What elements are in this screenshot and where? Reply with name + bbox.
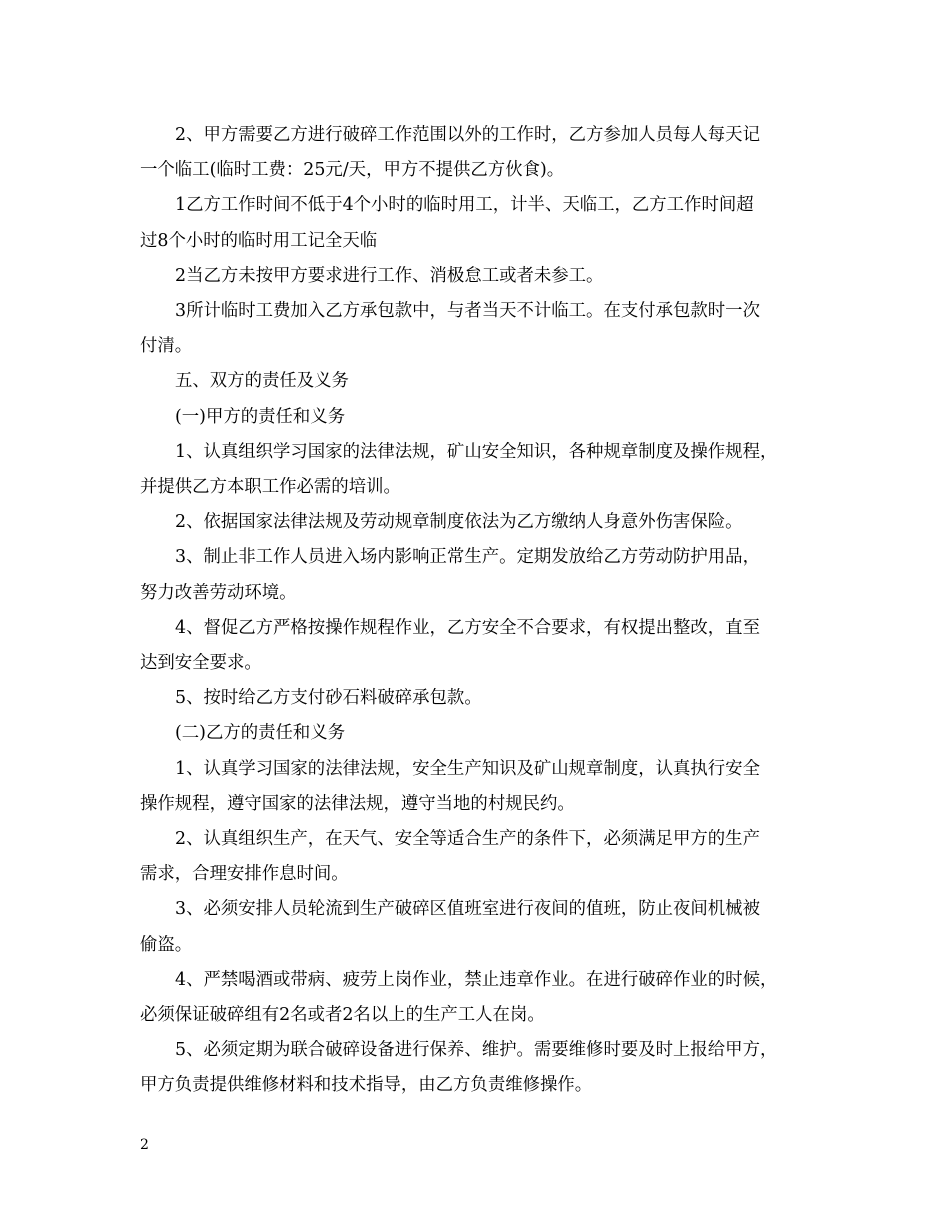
paragraph bbox=[140, 435, 812, 505]
paragraph bbox=[140, 540, 812, 610]
paragraph-line: 2、依据国家法律法规及劳动规章制度依法为乙方缴纳人身意外伤害保险。 bbox=[175, 512, 743, 533]
paragraph-line: (一)甲方的责任和义务 bbox=[175, 406, 346, 427]
paragraph-continuation-line: 甲方负责提供维修材料和技术指导，由乙方负责维修操作。 bbox=[140, 1075, 593, 1096]
paragraph-line: (二)乙方的责任和义务 bbox=[175, 723, 346, 744]
paragraph-line: 1乙方工作时间不低于4个小时的临时用工，计半、天临工，乙方工作时间超 bbox=[175, 195, 754, 216]
paragraph bbox=[140, 259, 812, 294]
paragraph-line: 2、认真组织生产，在天气、安全等适合生产的条件下，必须满足甲方的生产 bbox=[175, 829, 760, 850]
paragraph bbox=[140, 400, 812, 435]
paragraph bbox=[140, 892, 812, 962]
paragraph bbox=[140, 188, 812, 258]
paragraph-continuation-line: 付清。 bbox=[140, 336, 193, 357]
paragraph-line: 1、认真组织学习国家的法律法规，矿山安全知识，各种规章制度及操作规程， bbox=[175, 441, 778, 462]
paragraph-line: 4、严禁喝酒或带病、疲劳上岗作业，禁止违章作业。在进行破碎作业的时候， bbox=[175, 969, 778, 990]
paragraph-continuation-line: 努力改善劳动环境。 bbox=[140, 582, 297, 603]
paragraph-line: 2、甲方需要乙方进行破碎工作范围以外的工作时，乙方参加人员每人每天记 bbox=[175, 125, 760, 145]
paragraph bbox=[140, 505, 812, 540]
paragraph-line: 1、认真学习国家的法律法规，安全生产知识及矿山规章制度，认真执行安全 bbox=[175, 758, 760, 779]
document-body bbox=[140, 118, 812, 1104]
paragraph bbox=[140, 294, 812, 364]
paragraph bbox=[140, 118, 812, 188]
paragraph-continuation-line: 操作规程，遵守国家的法律法规，遵守当地的村规民约。 bbox=[140, 793, 575, 814]
paragraph bbox=[140, 963, 812, 1033]
paragraph bbox=[140, 611, 812, 681]
paragraph-continuation-line: 偷盗。 bbox=[140, 934, 193, 955]
paragraph-line: 3、制止非工作人员进入场内影响正常生产。定期发放给乙方劳动防护用品， bbox=[175, 547, 760, 568]
paragraph-line: 5、必须定期为联合破碎设备进行保养、维护。需要维修时要及时上报给甲方， bbox=[175, 1040, 778, 1061]
paragraph-line: 5、按时给乙方支付砂石料破碎承包款。 bbox=[175, 688, 482, 709]
paragraph-continuation-line: 过8个小时的临时用工记全天临 bbox=[140, 230, 378, 251]
paragraph bbox=[140, 681, 812, 716]
paragraph-line: 4、督促乙方严格按操作规程作业，乙方安全不合要求，有权提出整改，直至 bbox=[175, 617, 760, 638]
paragraph-continuation-line: 达到安全要求。 bbox=[140, 653, 262, 674]
paragraph-line: 3所计临时工费加入乙方承包款中，与者当天不计临工。在支付承包款时一次 bbox=[175, 301, 760, 322]
paragraph bbox=[140, 716, 812, 751]
page-number: 2 bbox=[140, 1137, 149, 1153]
paragraph bbox=[140, 364, 812, 399]
paragraph-line: 2当乙方未按甲方要求进行工作、消极怠工或者未参工。 bbox=[175, 265, 604, 286]
paragraph bbox=[140, 822, 812, 892]
paragraph-line: 五、双方的责任及义务 bbox=[175, 371, 349, 392]
paragraph-continuation-line: 需求，合理安排作息时间。 bbox=[140, 864, 349, 885]
paragraph-continuation-line: 必须保证破碎组有2名或者2名以上的生产工人在岗。 bbox=[140, 1005, 545, 1026]
paragraph bbox=[140, 752, 812, 822]
paragraph-continuation-line: 一个临工(临时工费：25元/天，甲方不提供乙方伙食)。 bbox=[140, 160, 565, 181]
paragraph bbox=[140, 1033, 812, 1103]
paragraph-continuation-line: 并提供乙方本职工作必需的培训。 bbox=[140, 477, 401, 498]
paragraph-line: 3、必须安排人员轮流到生产破碎区值班室进行夜间的值班，防止夜间机械被 bbox=[175, 899, 760, 920]
